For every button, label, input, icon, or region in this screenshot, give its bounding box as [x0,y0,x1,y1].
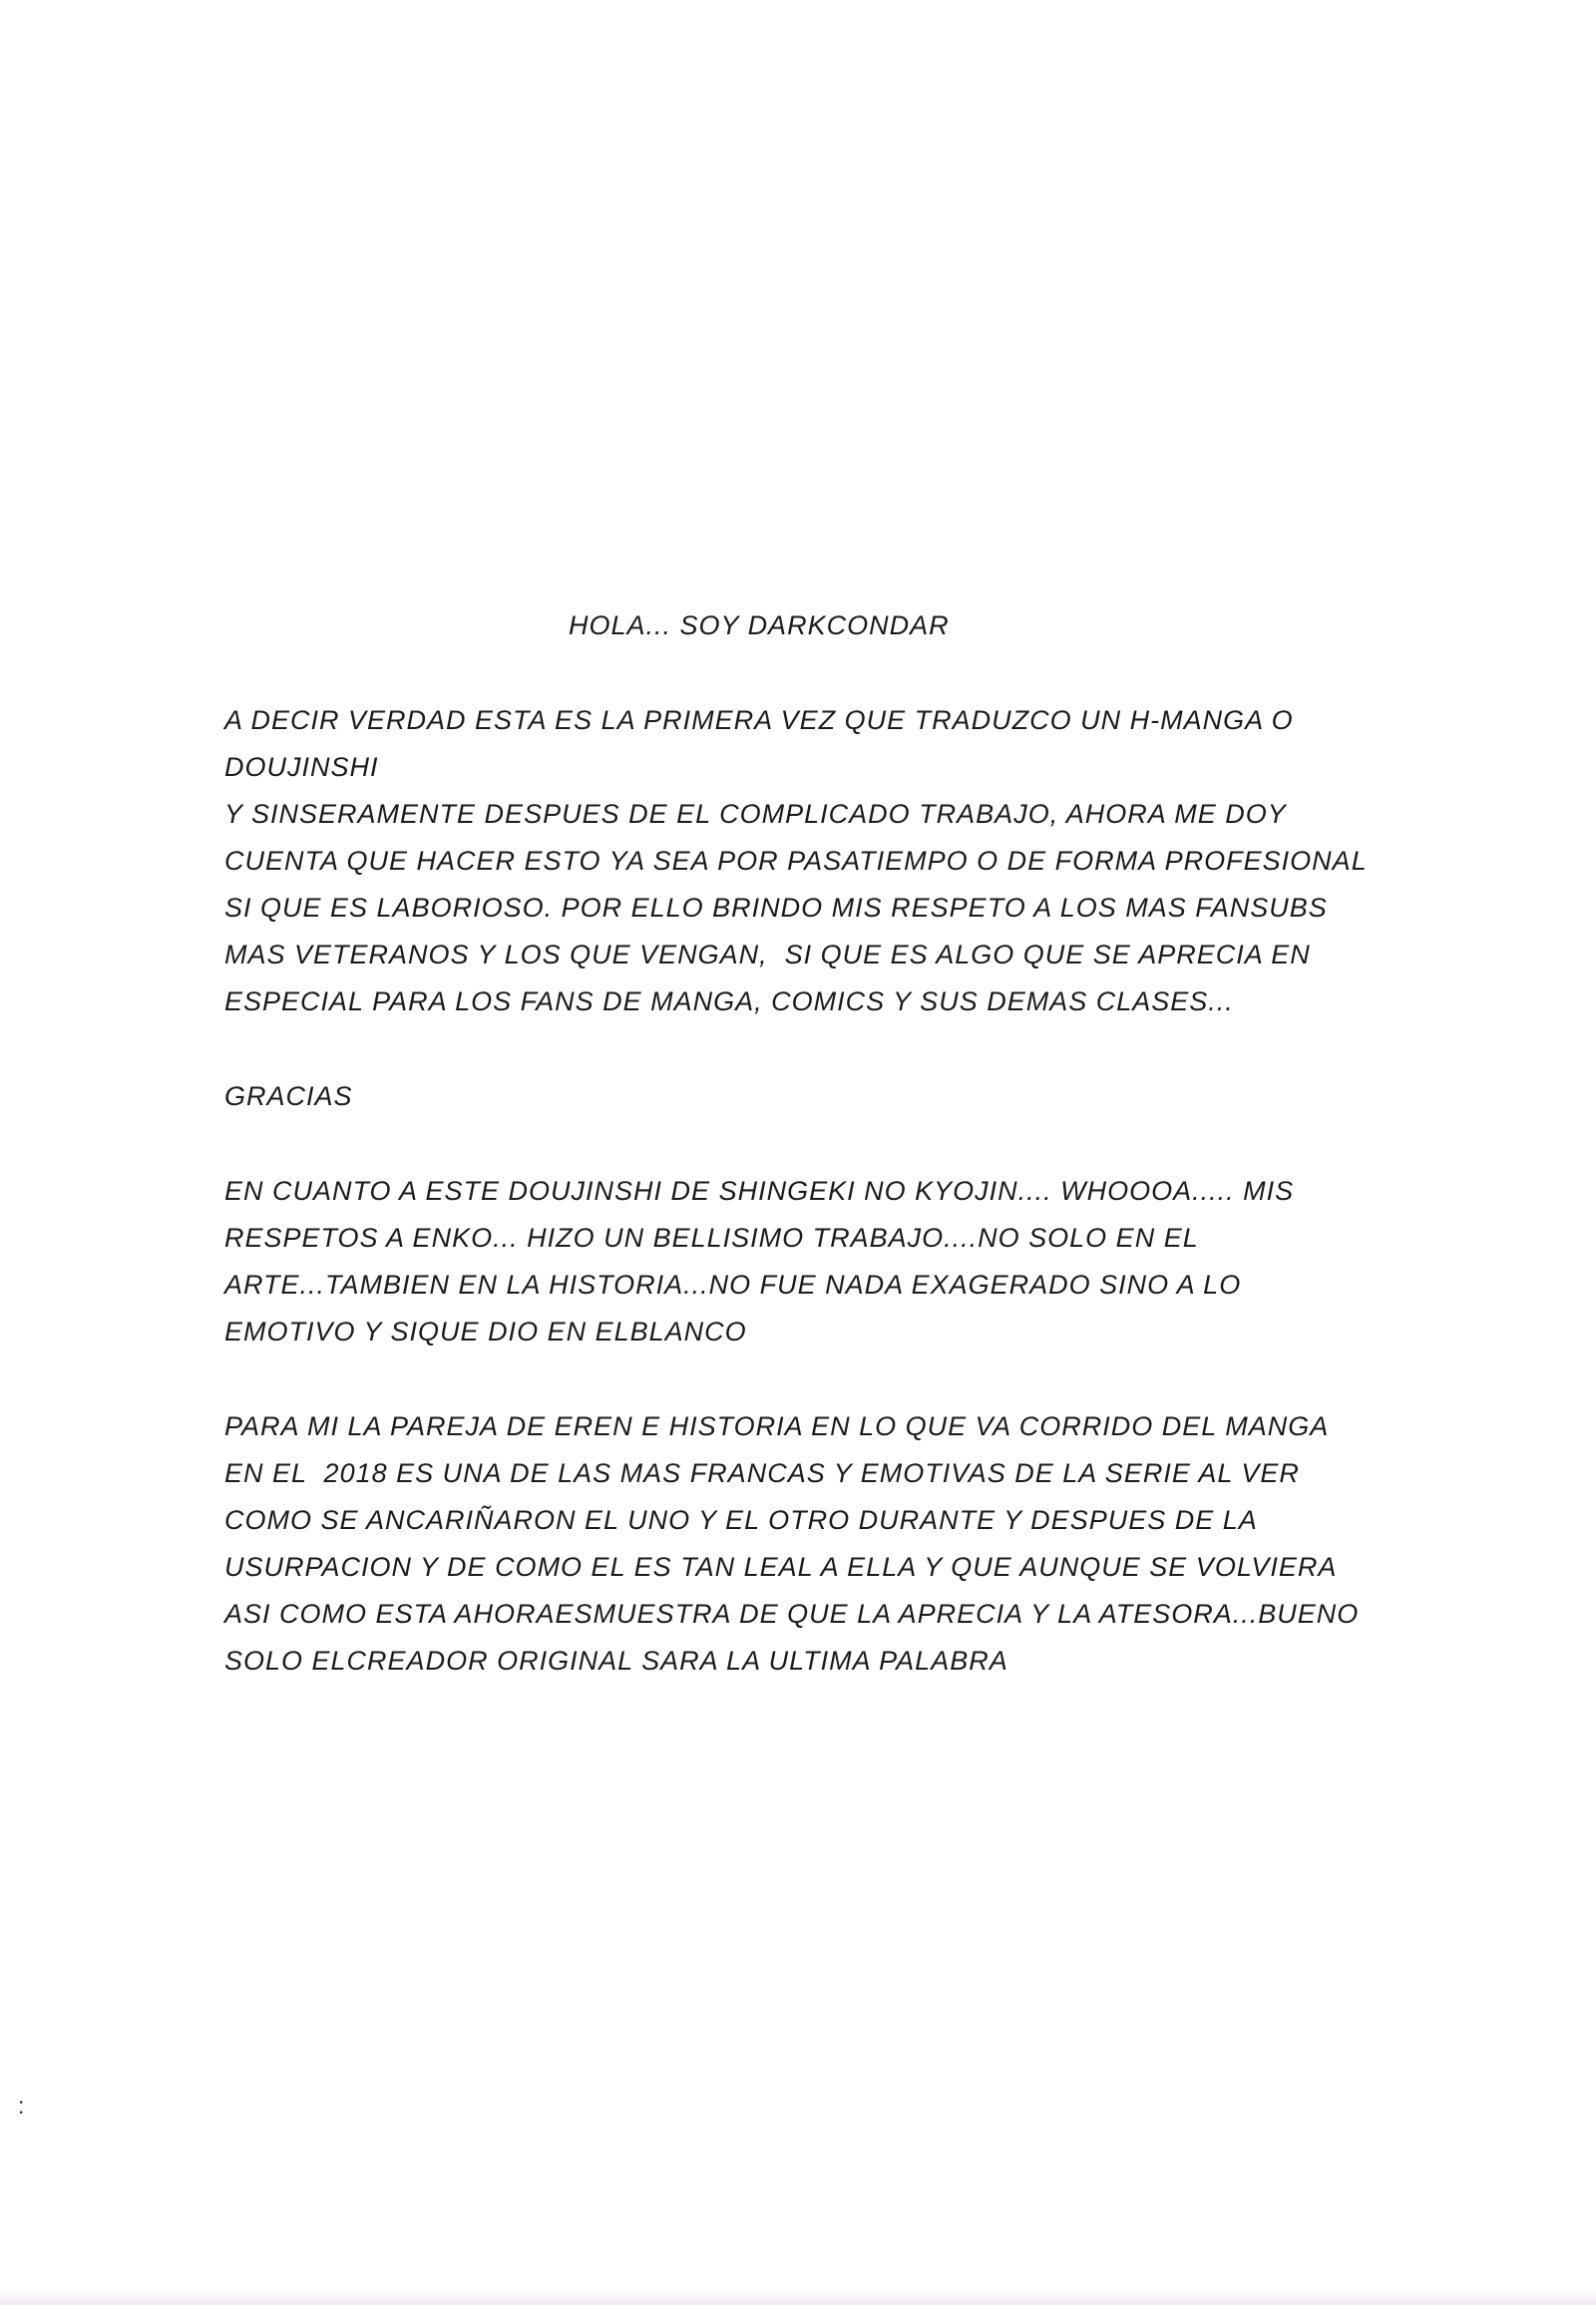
note-line: CUENTA QUE HACER ESTO YA SEA POR PASATIEMPO O DE FORMA PROFESIONAL [224,846,1368,876]
note-line: ASI COMO ESTA AHORAESMUESTRA DE QUE LA APRECIA Y LA ATESORA...BUENO [224,1599,1360,1629]
note-line: EN EL 2018 ES UNA DE LAS MAS FRANCAS Y EMOTIVAS DE LA SERIE AL VER [224,1458,1300,1488]
page-bottom-scan-shadow [0,2289,1596,2305]
paragraph-doujinshi-comment [224,1168,1476,1355]
note-line: ESPECIAL PARA LOS FANS DE MANGA, COMICS Y SUS DEMAS CLASES... [224,986,1234,1016]
note-line: MAS VETERANOS Y LOS QUE VENGAN, SI QUE ES ALGO QUE SE APRECIA EN [224,940,1311,969]
note-line: A DECIR VERDAD ESTA ES LA PRIMERA VEZ QUE TRADUZCO UN H-MANGA O [224,705,1294,735]
note-line: GRACIAS [224,1081,353,1111]
paragraph-intro [224,697,1476,1025]
note-line: EMOTIVO Y SIQUE DIO EN ELBLANCO [224,1317,747,1346]
note-line: SOLO ELCREADOR ORIGINAL SARA LA ULTIMA PALABRA [224,1646,1008,1676]
note-line: DOUJINSHI [224,752,379,782]
note-line: SI QUE ES LABORIOSO. POR ELLO BRINDO MIS RESPETO A LOS MAS FANSUBS [224,893,1328,923]
note-title: HOLA... SOY DARKCONDAR [569,610,950,640]
note-line: ARTE...TAMBIEN EN LA HISTORIA...NO FUE NADA EXAGERADO SINO A LO [224,1270,1242,1300]
paragraph-gracias [224,1073,1476,1120]
note-line: EN CUANTO A ESTE DOUJINSHI DE SHINGEKI NO KYOJIN.... WHOOOA..... MIS [224,1176,1295,1206]
paragraph-pairing-opinion [224,1403,1476,1685]
translator-note [224,602,1476,1685]
note-line: PARA MI LA PAREJA DE EREN E HISTORIA EN LO QUE VA CORRIDO DEL MANGA [224,1411,1330,1441]
note-line: COMO SE ANCARIÑARON EL UNO Y EL OTRO DURANTE Y DESPUES DE LA [224,1505,1258,1535]
note-line: Y SINSERAMENTE DESPUES DE EL COMPLICADO TRABAJO, AHORA ME DOY [224,799,1287,829]
note-line: USURPACION Y DE COMO EL ES TAN LEAL A ELLA Y QUE AUNQUE SE VOLVIERA [224,1552,1338,1582]
note-line: RESPETOS A ENKO... HIZO UN BELLISIMO TRABAJO....NO SOLO EN EL [224,1223,1199,1253]
stray-colon-mark: : [18,2093,25,2118]
